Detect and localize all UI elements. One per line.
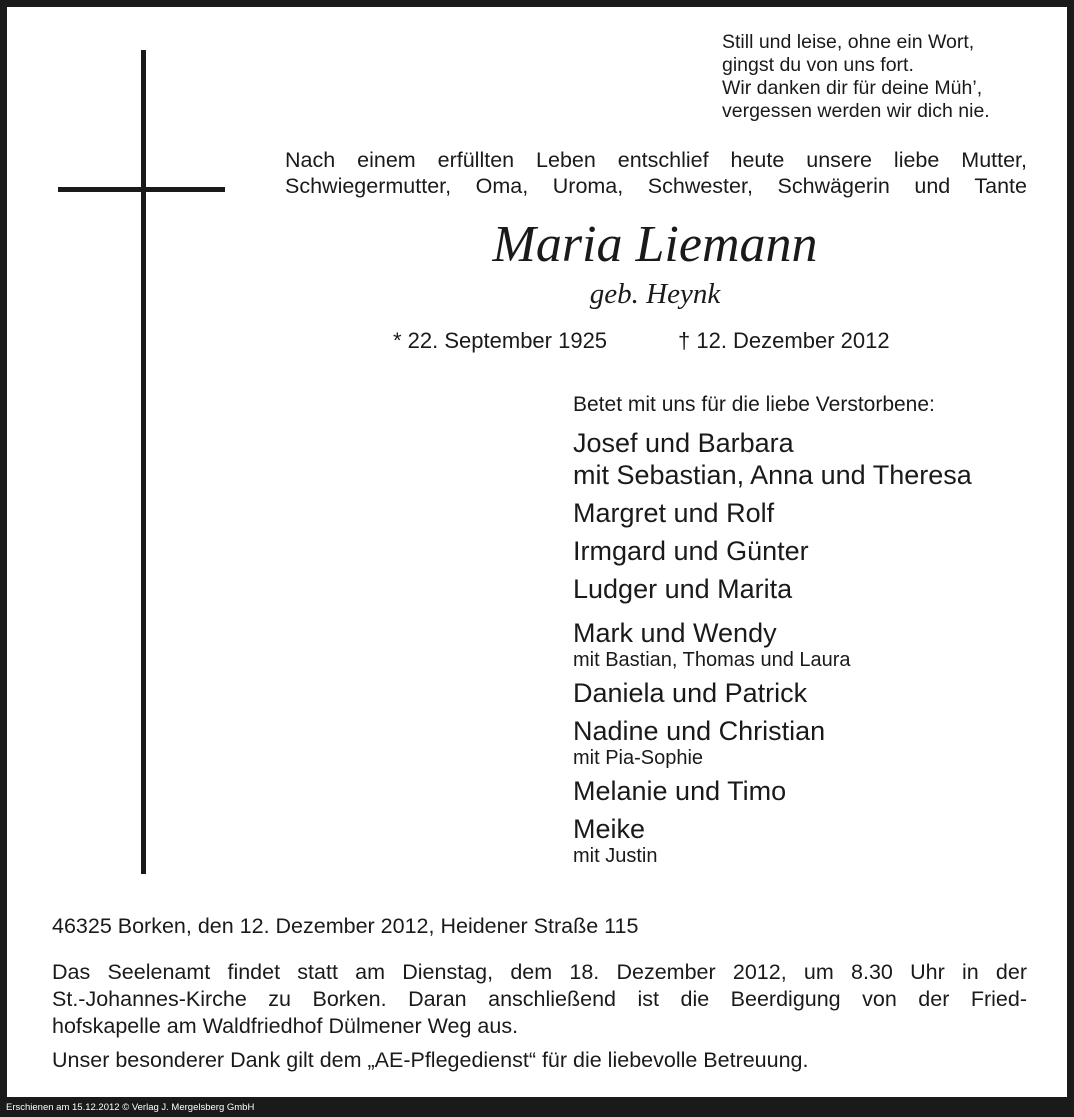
cross-horizontal-bar bbox=[58, 187, 225, 192]
mourner-name: Mark und Wendy bbox=[573, 618, 777, 648]
birth-date: * 22. September 1925 bbox=[393, 328, 608, 353]
publication-note: Erschienen am 15.12.2012 © Verlag J. Mergelsberg GmbH bbox=[6, 1102, 255, 1113]
deceased-name: Maria Liemann bbox=[492, 216, 818, 273]
mourner-name: Meike bbox=[573, 814, 646, 844]
mourner-name: Nadine und Christian bbox=[573, 716, 826, 746]
poem-line: vergessen werden wir dich nie. bbox=[722, 100, 990, 122]
intro-line: Nach einem erfüllten Leben entschlief heute unsere liebe Mutter, bbox=[285, 148, 1027, 172]
mourner-children: mit Pia-Sophie bbox=[573, 747, 704, 769]
place-and-date: 46325 Borken, den 12. Dezember 2012, Heidener Straße 115 bbox=[52, 914, 639, 938]
mourner-children: mit Bastian, Thomas und Laura bbox=[573, 649, 851, 671]
cross-vertical-bar bbox=[141, 50, 146, 874]
prayer-line: Betet mit uns für die liebe Verstorbene: bbox=[573, 393, 935, 416]
mourner-children: mit Justin bbox=[573, 845, 658, 867]
mourner-name: Daniela und Patrick bbox=[573, 678, 808, 708]
mourner-name: Melanie und Timo bbox=[573, 776, 787, 806]
birth-name: geb. Heynk bbox=[589, 278, 721, 310]
intro-line: Schwiegermutter, Oma, Uroma, Schwester, Schwägerin und Tante bbox=[285, 174, 1027, 198]
mourner-name: Josef und Barbara bbox=[573, 428, 794, 458]
poem bbox=[722, 31, 990, 123]
mourners-list bbox=[573, 391, 972, 867]
intro-text bbox=[285, 147, 1027, 199]
poem-line: Wir danken dir für deine Müh’, bbox=[722, 77, 983, 99]
mourner-name: mit Sebastian, Anna und Theresa bbox=[573, 460, 972, 490]
service-line: Das Seelenamt findet statt am Dienstag, dem 18. Dezember 2012, um 8.30 Uhr in der bbox=[52, 960, 1027, 984]
mourner-name: Irmgard und Günter bbox=[573, 536, 809, 566]
poem-line: Still und leise, ohne ein Wort, bbox=[722, 31, 975, 53]
mourner-name: Ludger und Marita bbox=[573, 574, 793, 604]
thanks-line: Unser besonderer Dank gilt dem „AE-Pflegedienst“ für die liebevolle Betreuung. bbox=[52, 1048, 809, 1072]
service-line: hofskapelle am Waldfriedhof Dülmener Weg aus. bbox=[52, 1014, 519, 1038]
poem-line: gingst du von uns fort. bbox=[722, 54, 914, 76]
life-dates bbox=[393, 327, 890, 355]
mourner-name: Margret und Rolf bbox=[573, 498, 775, 528]
service-line: St.-Johannes-Kirche zu Borken. Daran anschließend ist die Beerdigung von der Fried- bbox=[52, 987, 1027, 1011]
death-date: † 12. Dezember 2012 bbox=[678, 328, 890, 353]
service-info bbox=[52, 959, 1027, 1040]
